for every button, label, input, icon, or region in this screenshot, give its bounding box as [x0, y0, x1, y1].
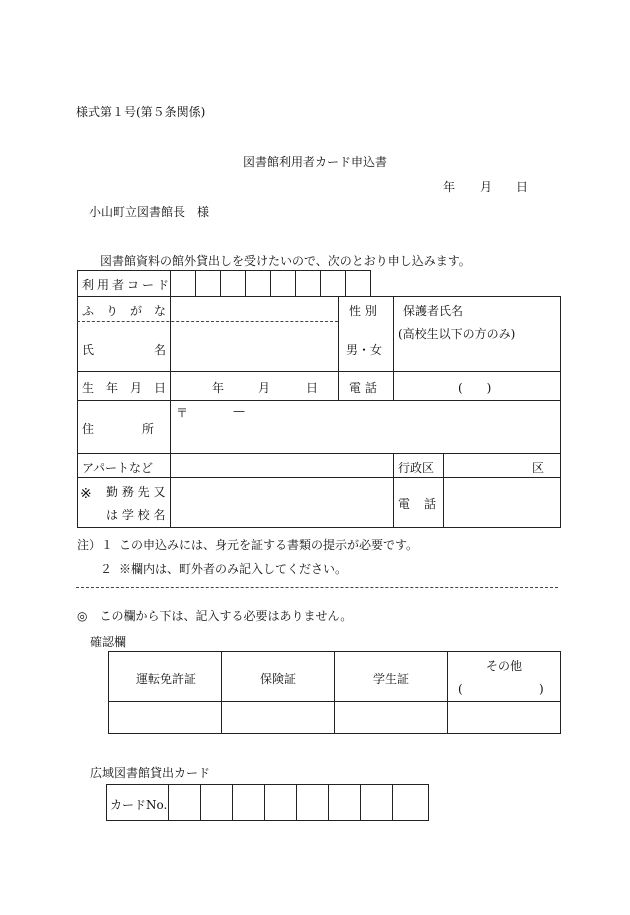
- guardian-label: 保護者氏名: [403, 304, 464, 318]
- code-box-divider: [245, 270, 246, 296]
- address-label: 住 所: [82, 422, 155, 436]
- furigana-label: ふ り が な: [82, 304, 167, 318]
- guardian-field[interactable]: [394, 297, 559, 370]
- grid-line: [393, 453, 394, 527]
- birth-month-label: 月: [258, 381, 271, 395]
- name-field[interactable]: [171, 322, 337, 370]
- phone-field[interactable]: [394, 372, 559, 399]
- gender-label: 性 別: [349, 304, 377, 318]
- ward-label: 行政区: [398, 461, 435, 475]
- ward-suffix: 区: [532, 461, 545, 475]
- check-drivers-license[interactable]: [109, 702, 220, 732]
- card-digit-divider: [360, 784, 361, 821]
- workplace-field[interactable]: [171, 478, 392, 526]
- grid-line: [106, 784, 429, 785]
- grid-line: [428, 784, 429, 821]
- code-box-divider: [270, 270, 271, 296]
- workplace-label-line2: は 学 校 名: [106, 508, 166, 522]
- birthdate-label: 生 年 月 日: [82, 381, 167, 395]
- gender-options[interactable]: 男・女: [346, 343, 383, 357]
- grid-line: [106, 784, 107, 821]
- other-paren-open: (: [458, 682, 463, 696]
- code-box-divider: [295, 270, 296, 296]
- postal-dash: —: [233, 404, 245, 418]
- phone-label: 電 話: [349, 381, 377, 395]
- check-student-id[interactable]: [335, 702, 446, 732]
- other-paren-close: ): [539, 682, 544, 696]
- guardian-note: (高校生以下の方のみ): [398, 327, 516, 341]
- code-box-divider: [345, 270, 346, 296]
- workplace-label-line1: 勤 務 先 又: [106, 485, 166, 499]
- workplace-phone-label-1: 電: [398, 497, 411, 511]
- grid-line: [560, 651, 561, 734]
- col-student-id: 学生証: [373, 672, 410, 686]
- note-prefix: 注）１: [77, 538, 114, 552]
- addressee: 小山町立図書館長 様: [89, 205, 210, 219]
- note-1: この申込みには、身元を証する書類の提示が必要です。: [119, 538, 419, 552]
- apartment-label: アパートなど: [82, 461, 154, 475]
- card-digit-divider: [328, 784, 329, 821]
- grid-line: [338, 296, 339, 400]
- grid-line: [370, 270, 371, 296]
- grid-line: [106, 820, 429, 821]
- col-insurance-card: 保険証: [260, 672, 297, 686]
- date-year-label: 年: [443, 180, 456, 194]
- grid-line: [168, 784, 169, 821]
- col-drivers-license: 運転免許証: [136, 672, 197, 686]
- office-instruction: ◎ この欄から下は、記入する必要はありません。: [77, 609, 353, 623]
- grid-line: [77, 270, 371, 271]
- date-month-label: 月: [480, 180, 493, 194]
- phone-area-paren: ( ): [458, 381, 492, 395]
- col-other: その他: [486, 659, 523, 673]
- card-digit-divider: [232, 784, 233, 821]
- address-field[interactable]: [171, 401, 559, 452]
- postal-mark: 〒: [176, 406, 189, 420]
- workplace-phone-field[interactable]: [444, 478, 559, 526]
- card-number-label: カードNo.: [110, 798, 168, 812]
- date-day-label: 日: [516, 180, 529, 194]
- check-insurance-card[interactable]: [222, 702, 333, 732]
- code-box-divider: [320, 270, 321, 296]
- code-box-divider: [220, 270, 221, 296]
- note-2: ※欄内は、町外者のみ記入してください。: [119, 562, 348, 576]
- intro-text: 図書館資料の館外貸出しを受けたいので、次のとおり申し込みます。: [100, 254, 471, 268]
- form-title: 図書館利用者カード申込書: [243, 155, 388, 169]
- confirmation-title: 確認欄: [90, 635, 127, 649]
- workplace-phone-label-2: 話: [424, 497, 437, 511]
- note-2-number: ２: [100, 562, 113, 576]
- ward-field[interactable]: [444, 454, 529, 477]
- cut-line: [76, 587, 558, 588]
- grid-line: [560, 296, 561, 527]
- user-code-label: 利用者コード: [82, 278, 173, 292]
- furigana-field[interactable]: [171, 297, 337, 320]
- grid-line: [77, 270, 78, 527]
- outside-town-mark: ※: [80, 486, 92, 502]
- check-other[interactable]: [448, 702, 559, 732]
- name-label: 氏 名: [82, 343, 167, 357]
- grid-line: [77, 527, 561, 528]
- wide-area-card-title: 広域図書館貸出カード: [90, 766, 211, 780]
- birth-day-label: 日: [306, 381, 319, 395]
- code-box-divider: [195, 270, 196, 296]
- form-number: 様式第１号(第５条関係): [76, 105, 206, 119]
- card-digit-divider: [200, 784, 201, 821]
- card-digit-divider: [392, 784, 393, 821]
- birth-year-label: 年: [212, 381, 225, 395]
- apartment-field[interactable]: [171, 454, 392, 477]
- card-digit-divider: [296, 784, 297, 821]
- card-digit-divider: [264, 784, 265, 821]
